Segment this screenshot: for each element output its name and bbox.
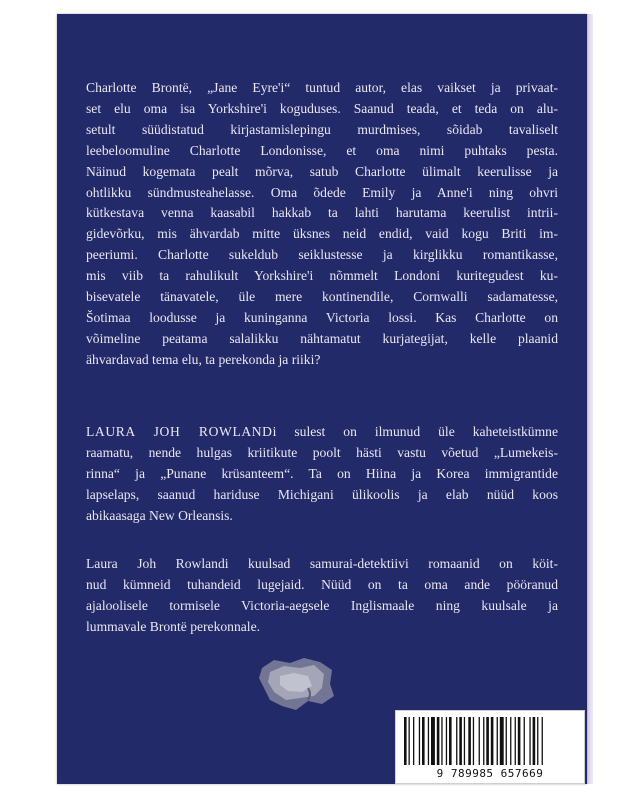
paragraph-line: leebeloomuline Charlotte Londonisse, et oma nimi puhtaks pesta. (86, 142, 558, 158)
paragraph-line: nud kümneid tuhandeid lugejaid. Nüüd on ta oma ande pööranud (86, 576, 558, 592)
paragraph-line: ohtlikku sündmusteahelasse. Oma õdede Emily ja Anne'i ning ohvri (86, 184, 558, 200)
author-first-line (86, 422, 558, 443)
barcode-bar (431, 717, 435, 765)
barcode-bar (404, 717, 407, 765)
paragraph-line: võimeline peatama salalikku nähtamatut kurjategijat, kelle plaanid (86, 330, 558, 346)
barcode-bar (464, 717, 465, 765)
barcode-bar (542, 717, 543, 765)
barcode-bar (456, 717, 457, 765)
barcode-bar (473, 717, 474, 765)
barcode-bar (529, 717, 530, 765)
barcode-bar (515, 717, 516, 765)
barcode-bar (437, 717, 440, 765)
cover-page-edge (587, 14, 593, 784)
paragraph-line: bisevatele tänavatele, üle mere kontinendile, Cornwalli sadamatesse, (86, 289, 558, 305)
paragraph-line: lummavale Brontë perekonnale. (86, 618, 261, 634)
barcode-bar (483, 717, 484, 765)
paragraph-line: abikaasaga New Orleansis. (86, 507, 233, 523)
paragraph-line: Charlotte Brontë, „Jane Eyre'i“ tuntud autor, elas vaikset ja privaat- (86, 80, 558, 95)
barcode-bar (533, 717, 536, 765)
barcode-bar (486, 717, 489, 765)
paragraph-line: mis viib ta rahulikult Yorkshire'i nõmmelt Londoni kuritegudest ku- (86, 268, 558, 284)
closing-paragraph (86, 554, 558, 638)
paragraph-line: set elu oma isa Yorkshire'i koguduses. Saanud teada, et teda on alu- (86, 100, 558, 116)
barcode-bar (428, 717, 429, 765)
barcode-bar (524, 717, 525, 765)
barcode-bar (449, 717, 452, 765)
barcode-bar (518, 717, 521, 765)
paragraph-line: Näinud kogemata pealt mõrva, satub Charlotte ülimalt keerulisse ja (86, 163, 558, 179)
barcode-bar (459, 717, 462, 765)
author-paragraph (86, 422, 558, 527)
barcode-bar (419, 717, 420, 765)
paragraph-line: gidevõrku, mis ähvardab mitte üksnes neid endid, vaid kogu Briti im- (86, 226, 558, 242)
barcode-digits: 9 789985 657669 (436, 767, 544, 780)
barcode-bar (413, 717, 414, 765)
paragraph-line: lapselaps, saanud hariduse Michigani ülikoolis ja elab nüüd koos (86, 486, 558, 502)
paragraph-line: Laura Joh Rowlandi kuulsad samurai-detektiivi romaanid on köit- (86, 556, 558, 571)
isbn-barcode (395, 710, 585, 784)
barcode-bar (537, 717, 538, 765)
paragraph-line: raamatu, nende hulgas kriitikute poolt hästi vastu võetud „Lumekeis- (86, 444, 558, 460)
description-paragraph (86, 78, 558, 371)
barcode-bar (491, 717, 494, 765)
barcode-bar (510, 717, 511, 765)
paragraph-line: kütkestava venna kaasabil hakkab ta lahti harutama keerulist intrii- (86, 205, 558, 221)
worn-scratch-mark (256, 654, 338, 714)
paragraph-line: peeriumi. Charlotte sukeldub seiklustesse ja kirglikku romantikasse, (86, 247, 558, 263)
barcode-bar (441, 717, 442, 765)
paragraph-line: ähvardavad tema elu, ta perekonda ja riiki? (86, 351, 321, 367)
barcode-bar (422, 717, 425, 765)
barcode-bar (500, 717, 504, 765)
paragraph-line: ajaloolisele tormisele Victoria-aegsele Inglismaale ning kuulsale ja (86, 597, 558, 613)
barcode-bar (446, 717, 447, 765)
book-back-cover (57, 14, 587, 784)
paragraph-line: rinna“ ja „Punane krüsanteem“. Ta on Hiina ja Korea immigrantide (86, 465, 558, 481)
barcode-bar (506, 717, 507, 765)
barcode-bar (468, 717, 471, 765)
barcode-bar (479, 717, 480, 765)
paragraph-line: Šotimaa loodusse ja kuninganna Victoria lossi. Kas Charlotte on (86, 309, 558, 325)
author-line-rest: i sulest on ilmunud üle kaheteistkümne (272, 424, 559, 439)
paragraph-line: setult süüdistatud kirjastamislepingu murdmises, sõidab tavaliselt (86, 121, 558, 137)
barcode-bar (497, 717, 498, 765)
barcode-bar (409, 717, 410, 765)
author-name: LAURA JOH ROWLAND (86, 424, 273, 439)
